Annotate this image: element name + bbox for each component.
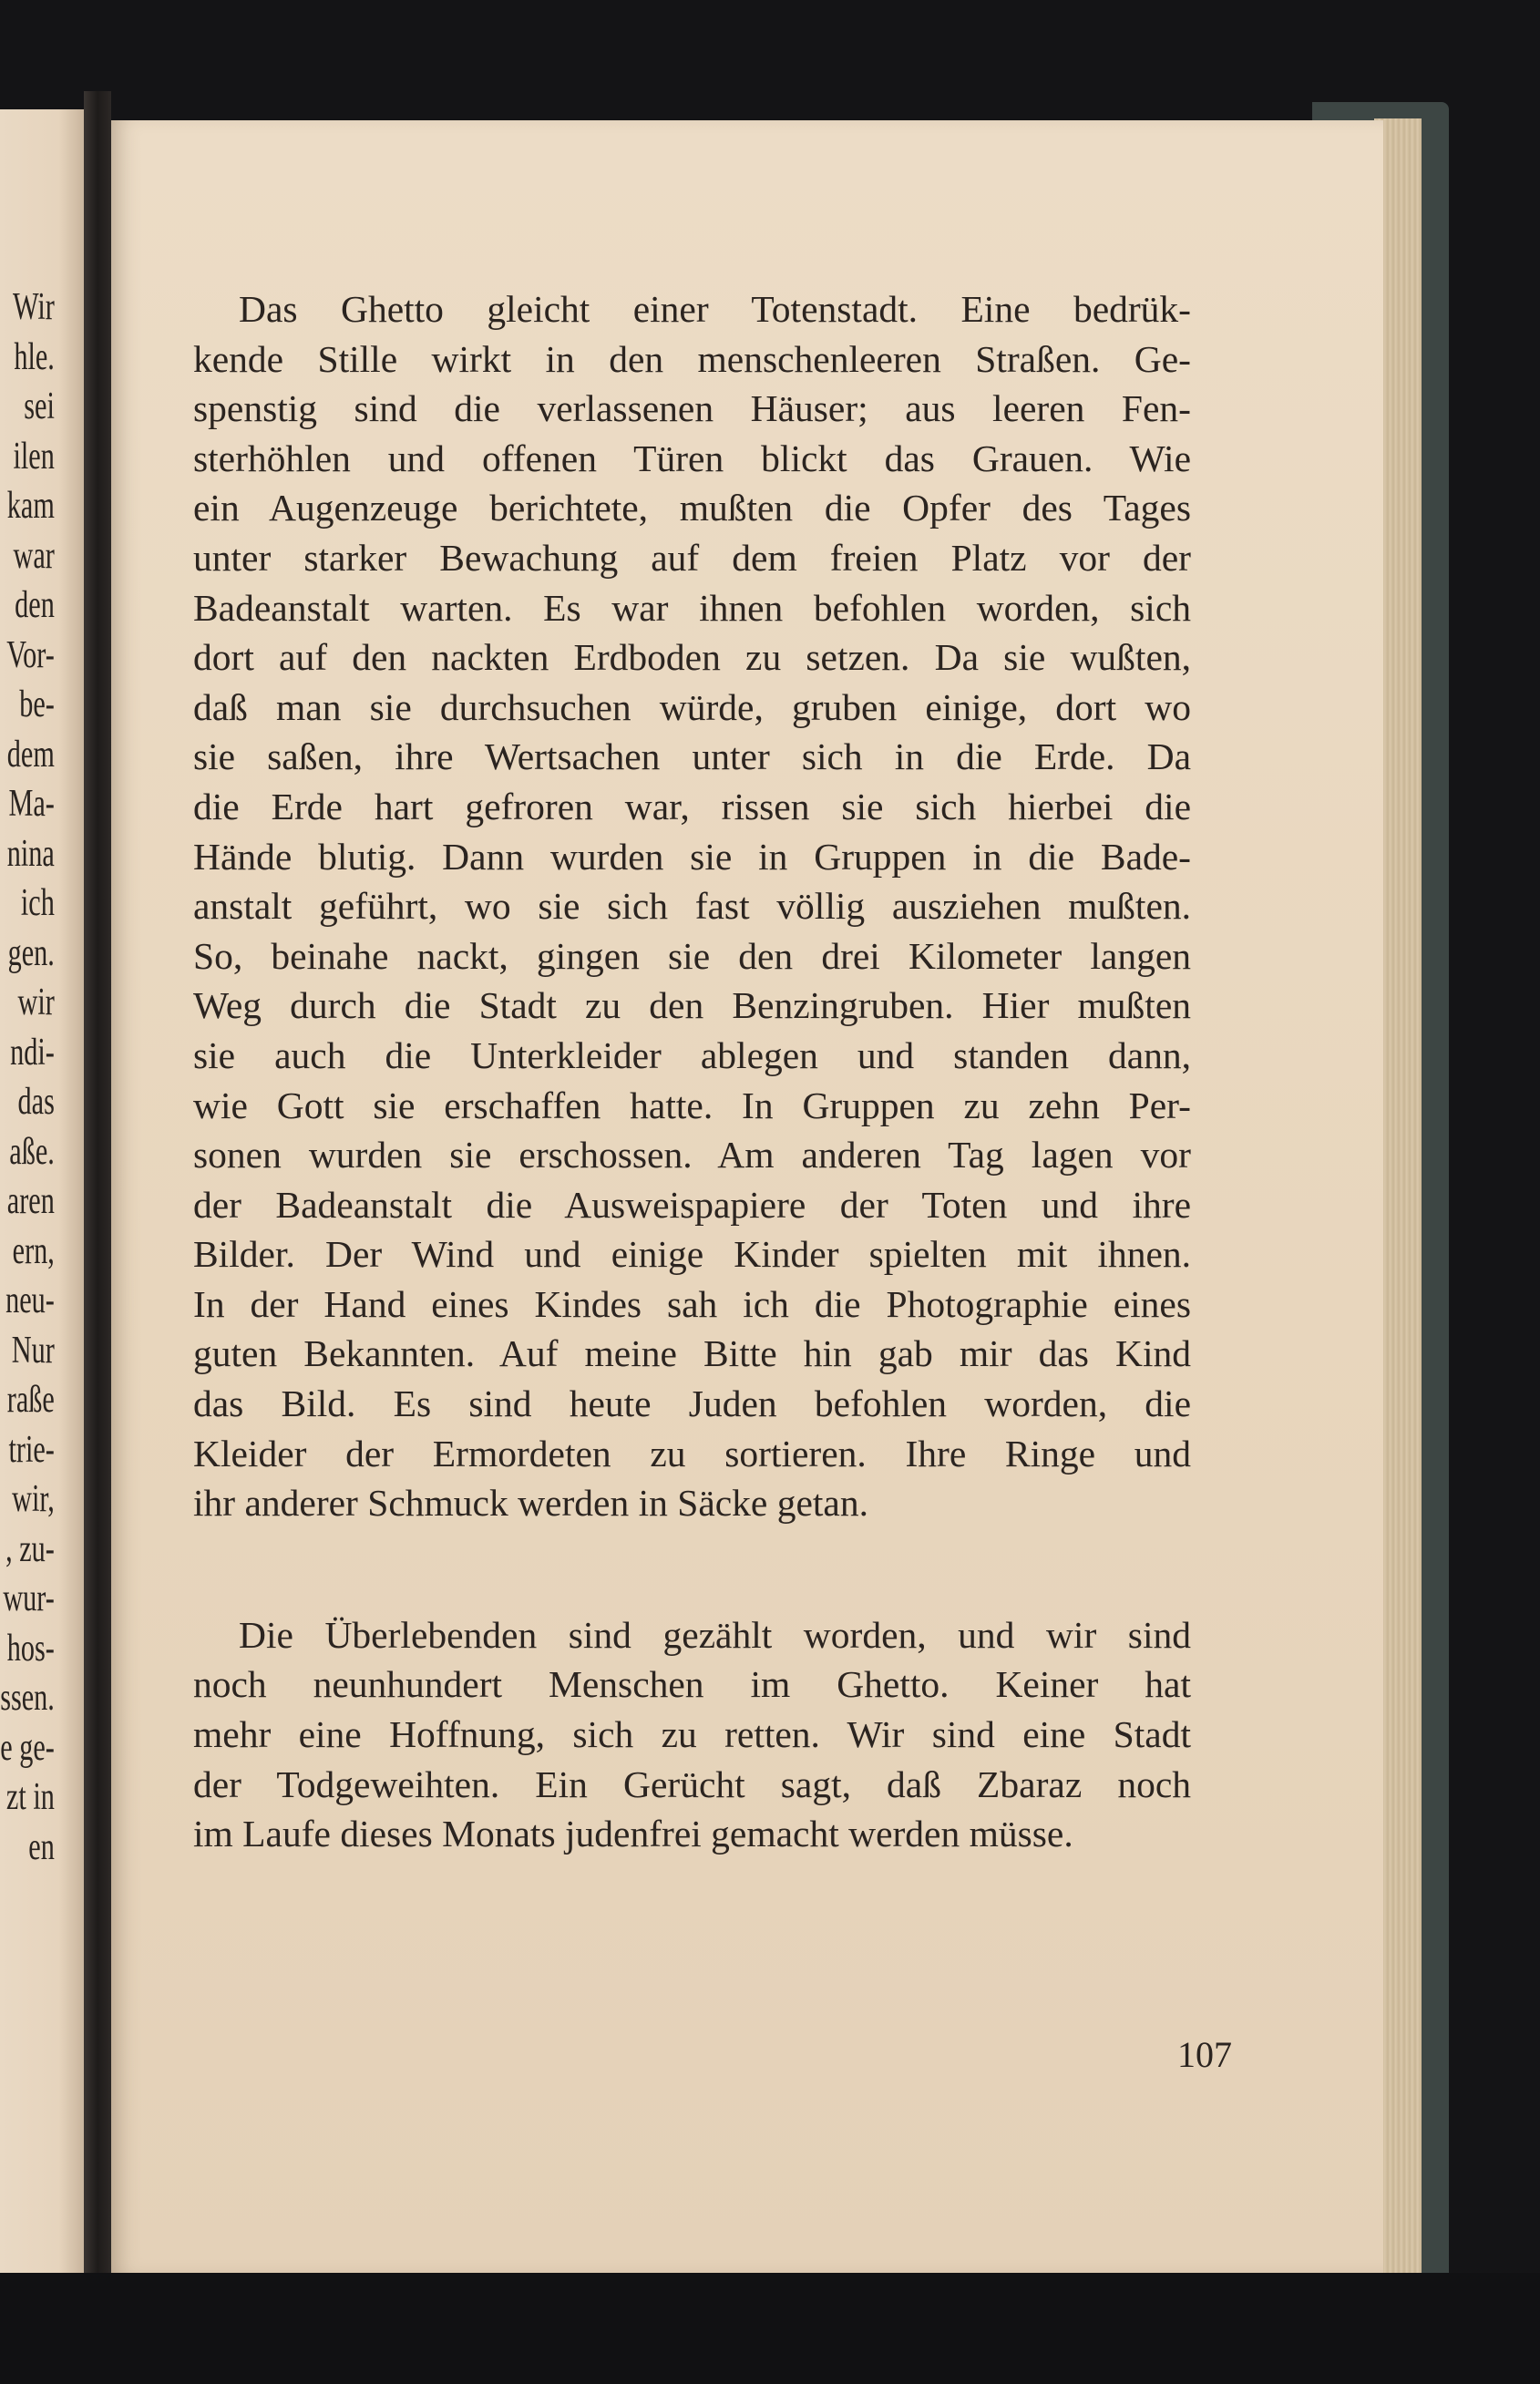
text-line: im Laufe dieses Monats judenfrei gemacht werden müsse.	[193, 1813, 1073, 1855]
text-line: sterhöhlen und offenen Türen blickt das Grauen. Wie	[193, 437, 1191, 479]
background-shadow	[0, 2273, 1540, 2384]
previous-page-line: ssen.	[0, 1677, 55, 1719]
previous-page-line: zt in	[6, 1776, 55, 1818]
text-line: Badeanstalt warten. Es war ihnen befohlen worden, sich	[193, 586, 1191, 629]
text-line: Weg durch die Stadt zu den Benzingruben. Hier mußten	[193, 984, 1191, 1027]
previous-page-line: , zu-	[5, 1527, 55, 1570]
text-line: spenstig sind die verlassenen Häuser; aus leeren Fen-	[193, 387, 1191, 430]
previous-page-line: kam	[6, 485, 55, 527]
previous-page-line: aße.	[9, 1130, 55, 1173]
book-page	[111, 120, 1383, 2273]
previous-page-line: wir	[17, 981, 55, 1023]
text-line: mehr eine Hoffnung, sich zu retten. Wir sind eine Stadt	[193, 1713, 1191, 1756]
text-line: Die Überlebenden sind gezählt worden, und wir sind	[239, 1613, 1191, 1656]
previous-page-line: ilen	[13, 435, 55, 478]
text-line: der Badeanstalt die Ausweispapiere der Toten und ihre	[193, 1183, 1191, 1226]
previous-page-line: Nur	[11, 1329, 55, 1372]
paragraph-2	[193, 1610, 1191, 1859]
previous-page-line: e ge-	[0, 1726, 56, 1769]
previous-page-line: das	[17, 1081, 55, 1123]
previous-page-line: hos-	[6, 1627, 55, 1670]
page-text	[193, 284, 1191, 1859]
previous-page-line: hle.	[14, 335, 55, 378]
previous-page-line: gen.	[7, 931, 55, 974]
previous-page-line: dem	[6, 733, 55, 776]
text-line: der Todgeweihten. Ein Gerücht sagt, daß Zbaraz noch	[193, 1762, 1191, 1805]
previous-page-line: ich	[21, 882, 55, 924]
text-line: Das Ghetto gleicht einer Totenstadt. Eine bedrük-	[239, 288, 1191, 330]
text-line: guten Bekannten. Auf meine Bitte hin gab mir das Kind	[193, 1332, 1191, 1375]
text-line: wie Gott sie erschaffen hatte. In Gruppen zu zehn Per-	[193, 1084, 1191, 1126]
text-line: anstalt geführt, wo sie sich fast völlig ausziehen mußten.	[193, 885, 1191, 928]
previous-page-line: ern,	[12, 1229, 55, 1272]
previous-page-line: trie-	[8, 1428, 55, 1471]
previous-page-line: sei	[24, 385, 55, 427]
text-line: In der Hand eines Kindes sah ich die Photographie eines	[193, 1282, 1191, 1325]
previous-page-text	[0, 283, 55, 1872]
text-line: dort auf den nackten Erdboden zu setzen. Da sie wußten,	[193, 636, 1191, 679]
previous-page-line: Vor-	[6, 633, 56, 676]
text-line: kende Stille wirkt in den menschenleeren Straßen. Ge-	[193, 337, 1191, 380]
text-line: das Bild. Es sind heute Juden befohlen worden, die	[193, 1382, 1191, 1425]
text-line: noch neunhundert Menschen im Ghetto. Keiner hat	[193, 1663, 1191, 1706]
previous-page-line: raße	[6, 1379, 56, 1421]
previous-page-line: wur-	[3, 1577, 55, 1619]
previous-page-line: wir,	[12, 1478, 55, 1520]
previous-page-line: Wir	[13, 286, 55, 328]
text-line: So, beinahe nackt, gingen sie den drei Kilometer langen	[193, 934, 1191, 977]
previous-page-line: Ma-	[8, 783, 55, 825]
text-line: daß man sie durchsuchen würde, gruben einige, dort wo	[193, 685, 1191, 728]
text-line: sie saßen, ihre Wertsachen unter sich in die Erde. Da	[193, 735, 1191, 778]
text-line: die Erde hart gefroren war, rissen sie sich hierbei die	[193, 785, 1191, 827]
previous-page-line: nina	[6, 832, 55, 875]
previous-page-line: ndi-	[10, 1031, 55, 1074]
text-line: Hände blutig. Dann wurden sie in Gruppen in die Bade-	[193, 835, 1191, 878]
book-gutter	[84, 91, 111, 2306]
text-line: sie auch die Unterkleider ablegen und standen dann,	[193, 1033, 1191, 1076]
text-line: ein Augenzeuge berichtete, mußten die Opfer des Tages	[193, 487, 1191, 529]
previous-page-line: neu-	[5, 1279, 55, 1321]
text-line: ihr anderer Schmuck werden in Säcke getan.	[193, 1482, 868, 1525]
text-line: sonen wurden sie erschossen. Am anderen Tag lagen vor	[193, 1134, 1191, 1177]
previous-page-line: be-	[19, 683, 56, 725]
text-line: unter starker Bewachung auf dem freien Platz vor der	[193, 536, 1191, 579]
previous-page-line: en	[28, 1825, 55, 1868]
text-line: Bilder. Der Wind und einige Kinder spielten mit ihnen.	[193, 1233, 1191, 1276]
previous-page-line: aren	[6, 1180, 56, 1222]
paragraph-1	[193, 284, 1191, 1528]
previous-page-line: den	[15, 584, 55, 626]
text-line: Kleider der Ermordeten zu sortieren. Ihre Ringe und	[193, 1432, 1191, 1475]
previous-page	[0, 109, 84, 2287]
page-number: 107	[1177, 2034, 1232, 2075]
previous-page-line: war	[13, 534, 55, 577]
